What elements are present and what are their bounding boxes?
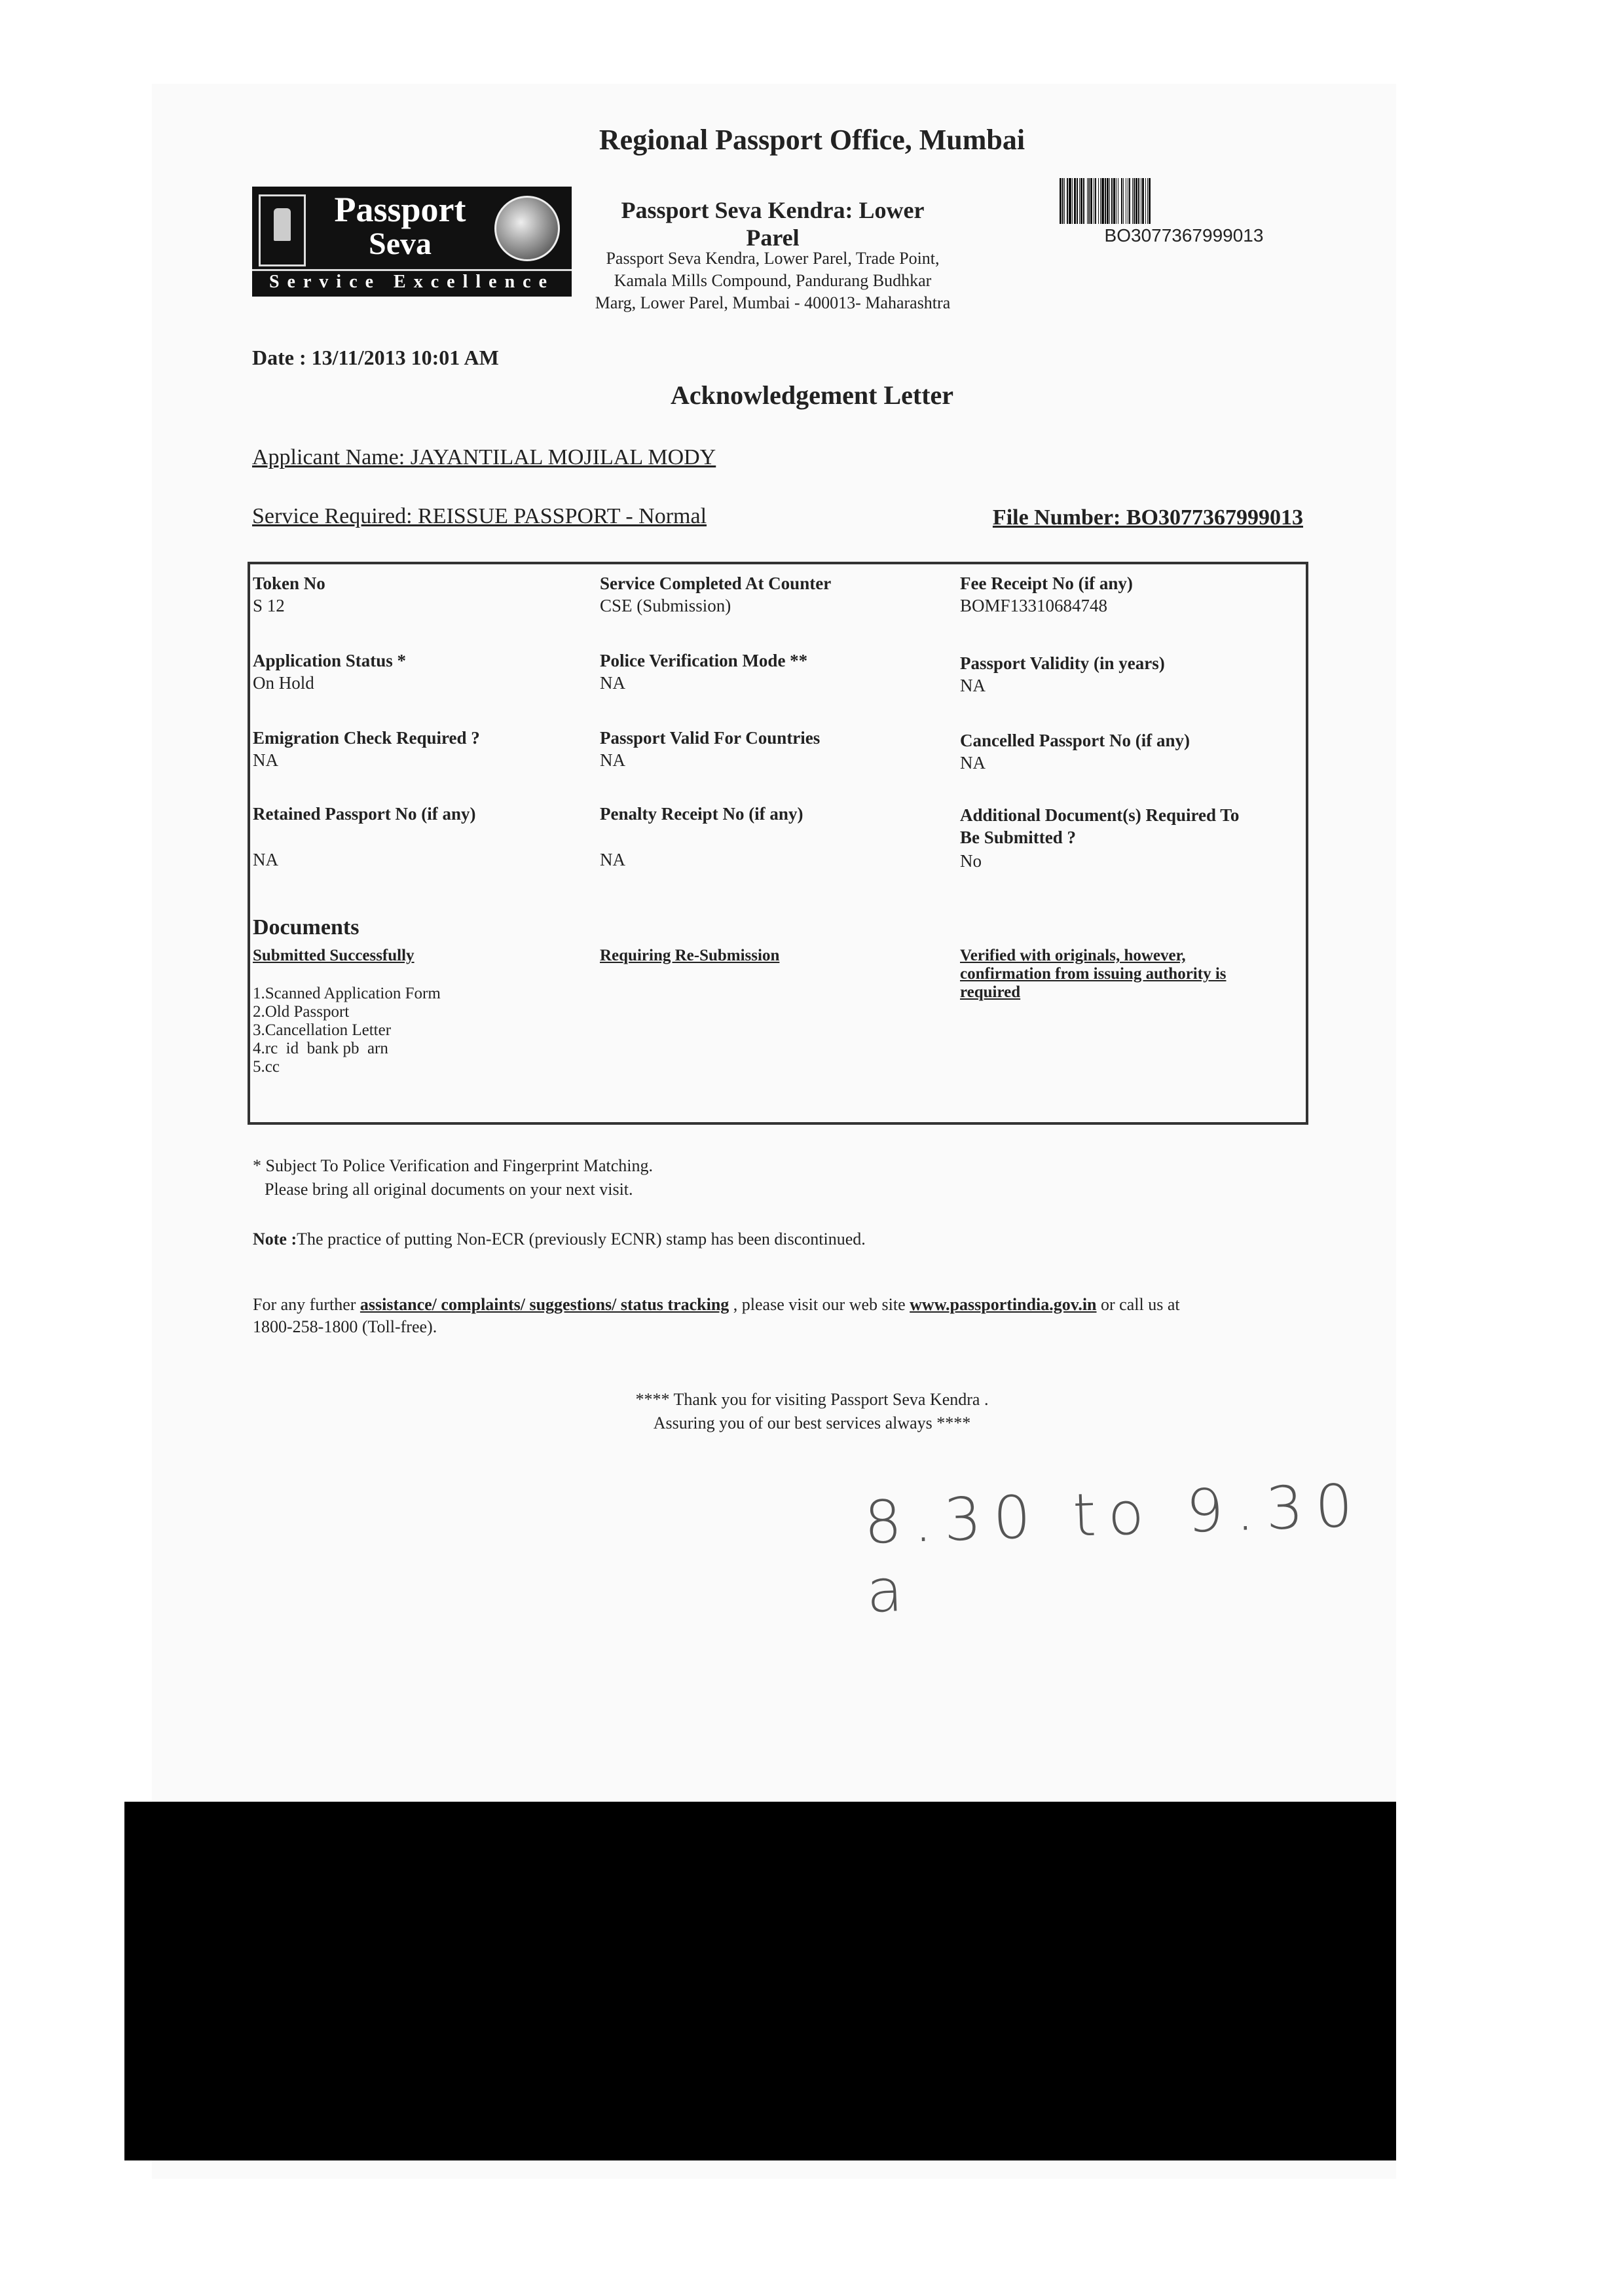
detail-label: Additional Document(s) Required To Be Submitted ?	[960, 805, 1240, 847]
detail-cell	[960, 729, 1287, 774]
detail-value: On Hold	[253, 673, 314, 693]
logo-divider	[252, 269, 572, 271]
detail-value: BOMF13310684748	[960, 596, 1108, 615]
documents-heading: Documents	[253, 915, 360, 939]
date-time: Date : 13/11/2013 10:01 AM	[252, 346, 499, 369]
service-required: Service Required: REISSUE PASSPORT - Normal	[252, 504, 707, 528]
logo-word-seva: Seva	[369, 227, 432, 261]
detail-cell	[253, 572, 580, 617]
list-item: 5.cc	[253, 1058, 280, 1076]
thank-you-message	[0, 1388, 1624, 1435]
contact-text: For any further	[253, 1295, 360, 1314]
bring-documents-note: Please bring all original documents on your next visit.	[265, 1180, 633, 1199]
detail-cell	[960, 572, 1287, 617]
detail-cell	[960, 652, 1287, 697]
contact-info	[253, 1294, 1314, 1338]
assistance-link[interactable]: assistance/ complaints/ suggestions/ status tracking	[360, 1295, 729, 1314]
ecr-note	[253, 1228, 866, 1250]
office-title: Regional Passport Office, Mumbai	[599, 124, 1025, 156]
thanks-line: **** Thank you for visiting Passport Seva Kendra .	[635, 1390, 989, 1409]
handwritten-note: 8.30 to 9.30 a	[862, 1471, 1366, 1626]
barcode-number: BO3077367999013	[1104, 225, 1264, 246]
detail-value: CSE (Submission)	[600, 596, 731, 615]
barcode	[1060, 178, 1308, 224]
detail-label: Penalty Receipt No (if any)	[600, 804, 803, 824]
logo-tagline: Service Excellence	[268, 272, 555, 292]
detail-label: Passport Valid For Countries	[600, 728, 821, 748]
detail-cell	[600, 727, 940, 771]
contact-text: , please visit our web site	[729, 1295, 910, 1314]
detail-label: Application Status *	[253, 651, 407, 670]
detail-label: Fee Receipt No (if any)	[960, 574, 1133, 593]
detail-cell	[253, 803, 580, 871]
detail-value: NA	[253, 750, 278, 770]
list-item: 4.rc id bank pb arn	[253, 1040, 388, 1057]
list-item: 1.Scanned Application Form	[253, 985, 441, 1002]
kendra-address: Passport Seva Kendra, Lower Parel, Trade Point, Kamala Mills Compound, Pandurang Budhkar Marg, Lower Parel, Mumbai - 400013- Maharashtra	[595, 249, 951, 312]
detail-cell	[253, 649, 580, 694]
applicant-name: Applicant Name: JAYANTILAL MOJILAL MODY	[252, 445, 716, 469]
detail-cell	[600, 572, 940, 617]
police-verification-note: * Subject To Police Verification and Fingerprint Matching.	[253, 1156, 653, 1175]
logo-word-passport: Passport	[334, 190, 466, 229]
detail-value: S 12	[253, 596, 285, 615]
detail-value: NA	[960, 676, 986, 695]
phone-number: 1800-258-1800 (Toll-free).	[253, 1317, 437, 1336]
detail-label: Token No	[253, 574, 325, 593]
list-item: 3.Cancellation Letter	[253, 1021, 392, 1039]
note-label: Note :	[253, 1230, 297, 1248]
documents-resubmission-heading: Requiring Re-Submission	[600, 947, 780, 964]
detail-label: Passport Validity (in years)	[960, 653, 1165, 673]
submitted-documents-list	[253, 985, 528, 1076]
website-link[interactable]: www.passportindia.gov.in	[910, 1295, 1097, 1314]
documents-submitted-heading: Submitted Successfully	[253, 947, 415, 964]
detail-cell	[600, 803, 940, 871]
detail-cell	[253, 727, 580, 771]
detail-value: NA	[253, 850, 278, 869]
passport-seva-logo	[252, 187, 572, 297]
contact-text: or call us at	[1096, 1295, 1180, 1314]
detail-label: Police Verification Mode **	[600, 651, 808, 670]
detail-value: NA	[600, 673, 625, 693]
detail-label: Retained Passport No (if any)	[253, 804, 476, 824]
detail-value: NA	[600, 850, 625, 869]
redacted-area	[124, 1802, 1396, 2160]
detail-value: NA	[600, 750, 625, 770]
list-item: 2.Old Passport	[253, 1003, 350, 1021]
detail-label: Cancelled Passport No (if any)	[960, 731, 1190, 750]
globe-icon	[494, 196, 560, 261]
kendra-name: Passport Seva Kendra: Lower Parel	[621, 197, 925, 251]
detail-value: No	[960, 851, 982, 871]
detail-label: Emigration Check Required ?	[253, 728, 480, 748]
documents-verified-heading: Verified with originals, however, confirmation from issuing authority is required	[960, 947, 1227, 1001]
detail-cell	[600, 649, 940, 694]
note-text: The practice of putting Non-ECR (previously ECNR) stamp has been discontinued.	[297, 1230, 866, 1248]
detail-label: Service Completed At Counter	[600, 574, 832, 593]
detail-value: NA	[960, 753, 986, 773]
national-emblem-icon	[259, 194, 306, 266]
letter-title: Acknowledgement Letter	[670, 380, 954, 410]
file-number: File Number: BO3077367999013	[992, 505, 1303, 530]
detail-cell	[960, 804, 1248, 872]
thanks-line: Assuring you of our best services always ****	[653, 1413, 971, 1432]
